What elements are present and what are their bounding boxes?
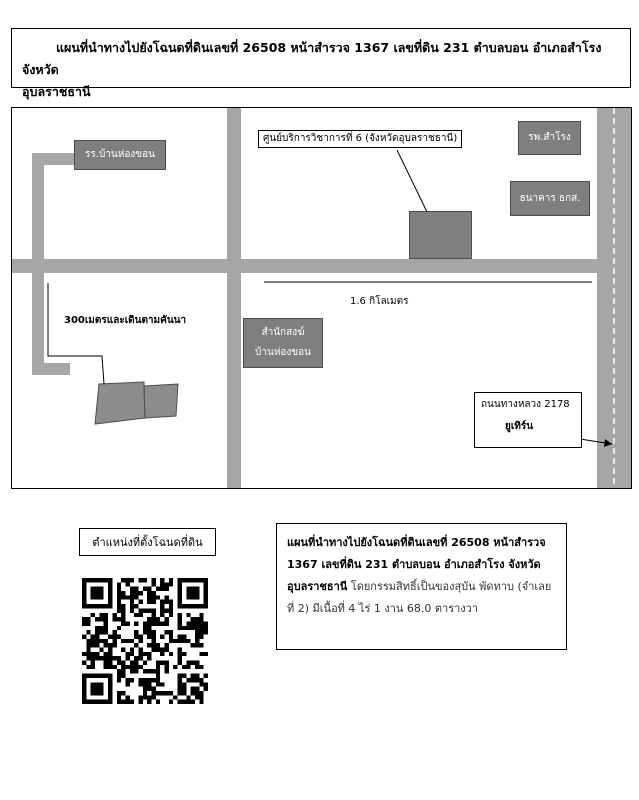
description-bold: แผนที่นำทางไปยังโฉนดที่ดินเลขที่ 26508 หน้าสำรวจ 1367 เลขที่ดิน 231 ตำบลบอน อำเภอสำโรง จังหวัดอุบลราชธานี: [287, 536, 546, 593]
description-box: [276, 523, 567, 650]
service-center-text: ศูนย์บริการวิชาการที่ 6 (จังหวัดอุบลราชธานี): [263, 133, 458, 144]
route-map: [11, 107, 632, 489]
qr-code-icon: [82, 578, 208, 704]
description-regular: โดยกรรมสิทธิ์เป็นของสุบัน พัดทาบ (จำเลยที่ 2) มีเนื้อที่ 4 ไร่ 1 งาน 68.0 ตารางวา: [287, 580, 552, 615]
title-line-2: อุบลราชธานี: [22, 84, 91, 99]
hospital-label: รพ.สำโรง: [528, 132, 571, 143]
u-turn-label: ยูเทิร์น: [505, 421, 534, 432]
school-label: รร.บ้านห่องขอน: [85, 149, 155, 160]
service-center-label: [258, 130, 462, 148]
page-title: [11, 28, 631, 99]
highway-label-box: [474, 392, 582, 448]
title-line-1: แผนที่นำทางไปยังโฉนดที่ดินเลขที่ 26508 หน้าสำรวจ 1367 เลขที่ดิน 231 ตำบลบอน อำเภอสำโรง จังหวัด: [22, 40, 602, 77]
monastery-label-line2: บ้านห่องขอน: [255, 347, 311, 358]
distance-label: 1.6 กิโลเมตร: [350, 296, 409, 307]
highway-label: ถนนทางหลวง 2178: [481, 399, 570, 410]
location-label: ตำแหน่งที่ตั้งโฉนดที่ดิน: [92, 536, 203, 549]
bank-label: ธนาคาร ธกส.: [519, 192, 581, 204]
location-label-box: [79, 528, 216, 556]
walk-note: 300เมตรและเดินตามคันนา: [64, 315, 187, 326]
monastery-label-line1: สำนักสงฆ์: [261, 327, 305, 338]
